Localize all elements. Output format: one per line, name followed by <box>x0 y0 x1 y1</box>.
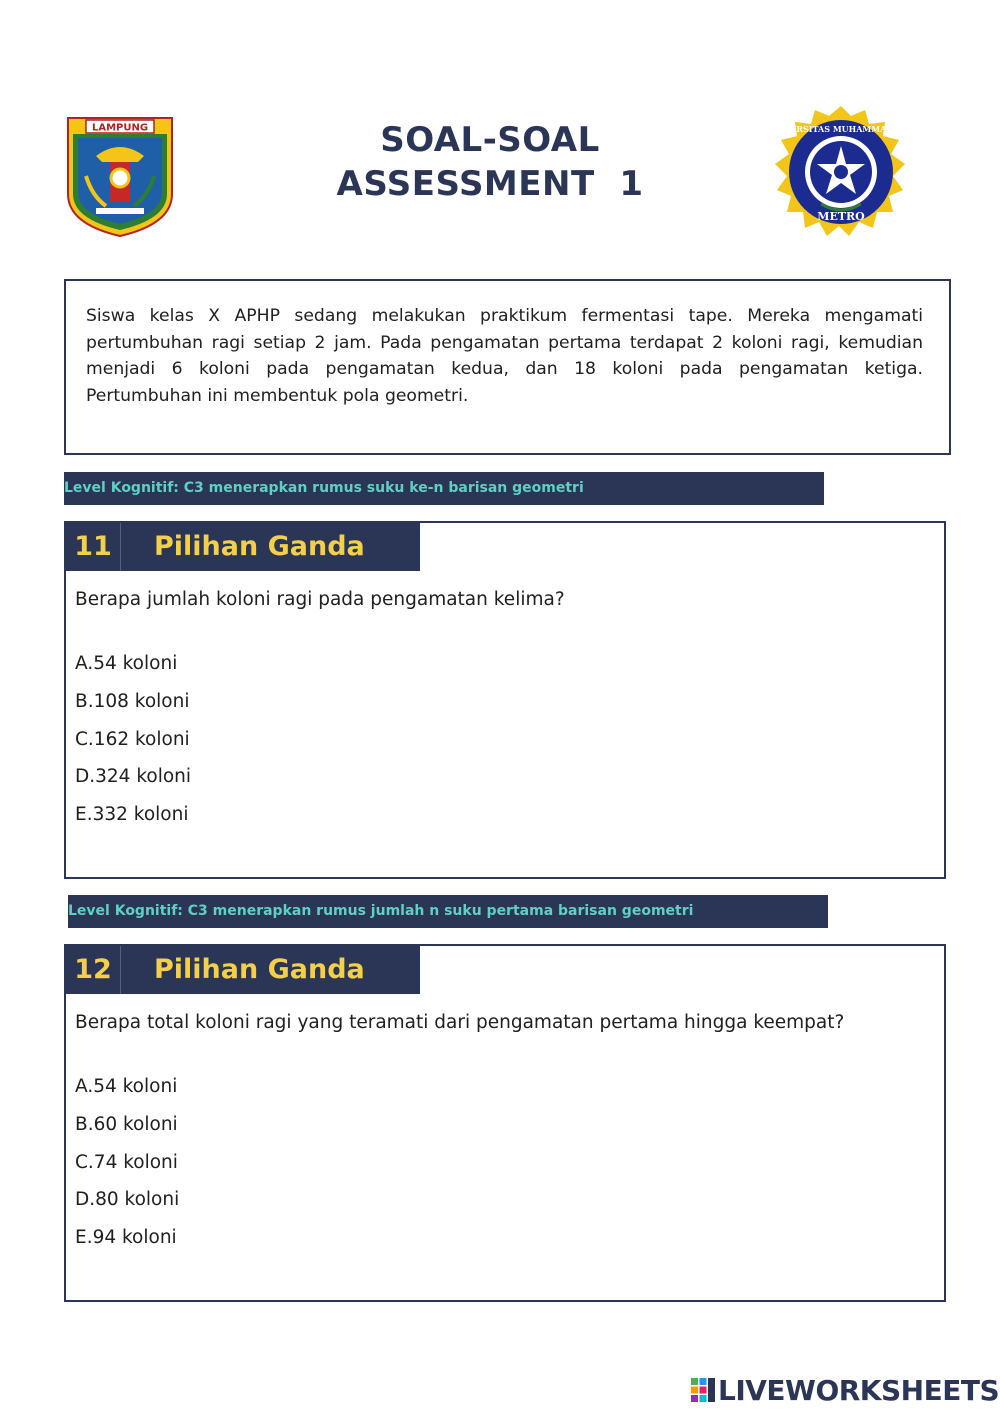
cognitive-level-text: Level Kognitif: C3 menerapkan rumus suku ke-n barisan geometri <box>64 480 584 496</box>
question-header <box>66 946 420 994</box>
title-line-2: ASSESSMENT 1 <box>336 164 644 204</box>
question-card <box>64 944 946 1302</box>
option-e[interactable]: E.94 koloni <box>75 1227 177 1249</box>
svg-text:METRO: METRO <box>817 210 865 223</box>
options-list <box>75 645 191 834</box>
svg-text:UNIVERSITAS MUHAMMADIYAH: UNIVERSITAS MUHAMMADIYAH <box>770 124 912 134</box>
question-number: 12 <box>66 946 121 994</box>
question-number: 11 <box>66 523 121 571</box>
option-a[interactable]: A.54 koloni <box>75 1076 178 1097</box>
question-type: Pilihan Ganda <box>154 954 365 985</box>
question-card <box>64 521 946 879</box>
option-b[interactable]: B.108 koloni <box>75 690 190 712</box>
cognitive-level-banner <box>68 895 828 928</box>
option-b[interactable]: B.60 koloni <box>75 1113 178 1135</box>
option-d[interactable]: D.324 koloni <box>75 766 192 788</box>
option-e[interactable]: E.332 koloni <box>75 804 189 826</box>
svg-text:LAMPUNG: LAMPUNG <box>91 122 149 134</box>
liveworksheets-brand <box>690 1372 999 1408</box>
question-text: Berapa jumlah koloni ragi pada pengamatan kelima? <box>75 589 565 610</box>
cognitive-level-banner <box>64 472 824 505</box>
question-type: Pilihan Ganda <box>154 531 365 562</box>
intro-box <box>64 279 951 455</box>
option-d[interactable]: D.80 koloni <box>75 1189 180 1211</box>
option-c[interactable]: C.74 koloni <box>75 1151 178 1173</box>
title-line-1: SOAL-SOAL <box>380 120 600 160</box>
liveworksheets-logo-icon <box>690 1377 716 1403</box>
brand-name: LIVEWORKSHEETS <box>718 1373 1000 1407</box>
options-list <box>75 1068 179 1257</box>
intro-text: Siswa kelas X APHP sedang melakukan praktikum fermentasi tape. Mereka mengamati pertumbuhan ragi setiap 2 jam. Pada pengamatan pertama terdapat 2 koloni ragi, kemudian menjadi 6 koloni pada pengamatan kedua, dan 18 koloni pada pengamatan ketiga. Pertumbuhan ini membentuk pola geometri. <box>86 306 923 406</box>
option-a[interactable]: A.54 koloni <box>75 653 178 674</box>
question-text: Berapa total koloni ragi yang teramati dari pengamatan pertama hingga keempat? <box>75 1012 845 1033</box>
option-c[interactable]: C.162 koloni <box>75 728 190 750</box>
page-title <box>290 118 690 206</box>
question-header <box>66 523 420 571</box>
university-seal-icon <box>770 104 912 240</box>
lampung-emblem-icon <box>66 116 174 238</box>
cognitive-level-text: Level Kognitif: C3 menerapkan rumus jumlah n suku pertama barisan geometri <box>68 903 694 919</box>
